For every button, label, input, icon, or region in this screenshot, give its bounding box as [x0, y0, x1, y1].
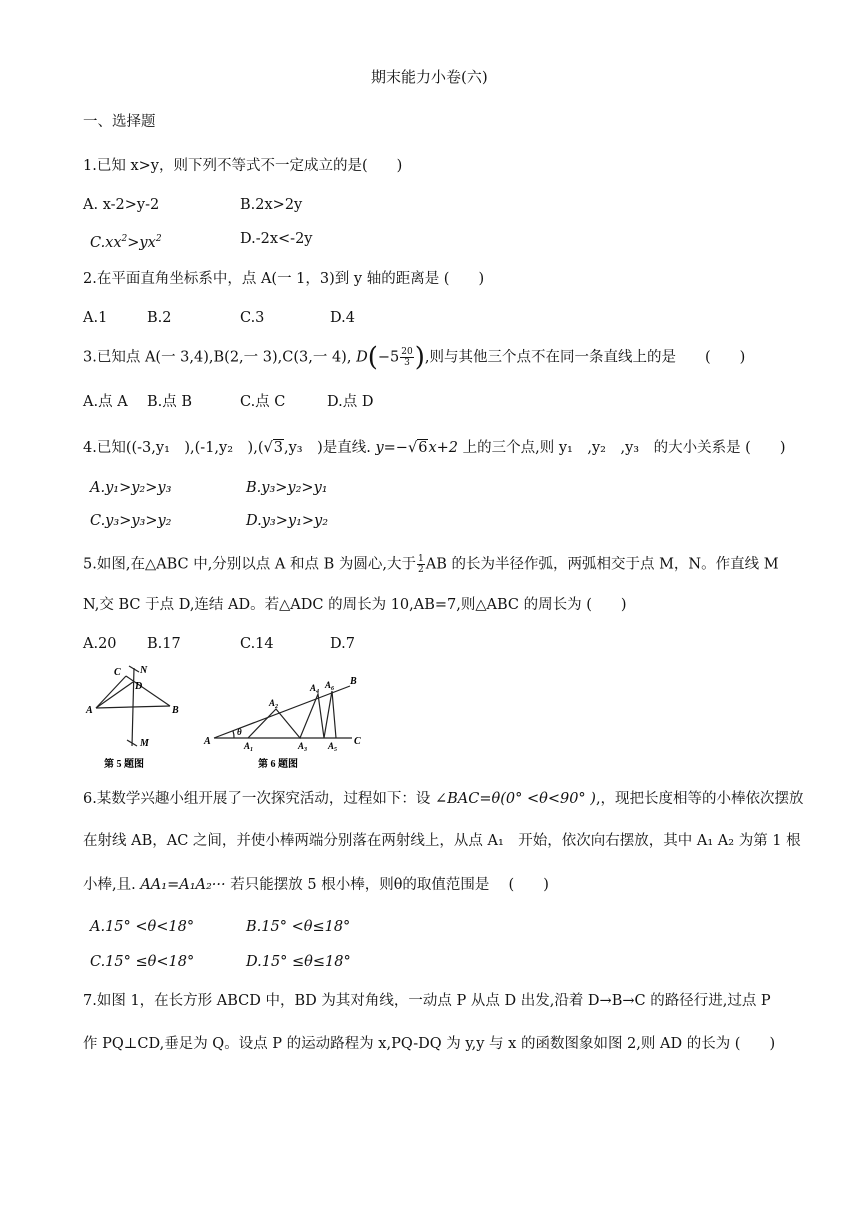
fig6-label-a4: $A_4$: [310, 683, 320, 695]
fig5-label-n: N: [140, 665, 148, 676]
q3-stem: 3.已知点 A(一 3,4),B(2,一 3),C(3,一 4), D(−5 $\frac{20}{3}$ ),则与其他三个点不在同一条直线上的是 ( ): [83, 342, 746, 373]
q6-line3: 小棒,且. AA₁=A₁A₂··· 若只能摆放 5 根小棒，则θ的取值范围是 ( ): [83, 877, 549, 893]
figure-5: [80, 660, 190, 772]
q1-option-d: D.-2x<-2y: [240, 231, 313, 247]
fig6-label-a2: $A_2$: [269, 698, 279, 710]
q2-option-a: A.1: [83, 310, 108, 326]
q1-option-a: A. x-2>y-2: [83, 197, 160, 213]
q4-option-a: A.y₁>y₂>y₃: [90, 480, 172, 496]
q1-option-c: $C.xx^2>yx^2$: [90, 234, 162, 251]
q3-option-c: C.点 C: [240, 394, 286, 410]
q3-option-a: A.点 A: [83, 394, 128, 410]
section-heading: 一、选择题: [83, 114, 156, 130]
fig6-caption: 第 6 题图: [258, 759, 298, 770]
fig6-label-b: B: [350, 676, 357, 687]
fig5-label-a: A: [86, 705, 93, 716]
fig6-label-a6: $A_6$: [325, 680, 335, 692]
q6-line2: 在射线 AB，AC 之间，并使小棒两端分别落在两射线上，从点 A₁ 开始，依次向右摆放，其中 A₁ A₂ 为第 1 根: [83, 833, 801, 849]
fig5-label-d: D: [135, 681, 143, 692]
fig6-angle-arc: [233, 731, 234, 738]
q5-option-b: B.17: [147, 636, 181, 652]
fig5-side-ac: [96, 676, 126, 708]
fig5-label-c: C: [114, 667, 121, 678]
fig5-caption: 第 5 题图: [104, 759, 144, 770]
q6-line1: 6.某数学兴趣小组开展了一次探究活动，过程如下：设 ∠BAC=θ(0° <θ<90° ),，现把长度相等的小棒依次摆放: [83, 791, 804, 807]
fig6-label-theta: θ: [237, 727, 242, 737]
fig6-label-a1: $A_1$: [244, 741, 254, 753]
q7-line2: 作 PQ⊥CD,垂足为 Q。设点 P 的运动路程为 x,PQ-DQ 为 y,y 与 x 的函数图象如图 2,则 AD 的长为 ( ): [83, 1036, 776, 1052]
fig6-label-a3: $A_3$: [298, 741, 308, 753]
q6-option-b: B.15° <θ≤18°: [246, 919, 351, 935]
page-title: 期末能力小卷(六): [371, 68, 488, 86]
q5-option-a: A.20: [83, 636, 117, 652]
fig5-segment-ad: [96, 682, 133, 708]
q6-option-a: A.15° <θ<18°: [90, 919, 195, 935]
fig6-sticks: [248, 691, 336, 738]
fig5-label-b: B: [172, 705, 179, 716]
q3-option-b: B.点 B: [147, 394, 193, 410]
q3-option-d: D.点 D: [327, 394, 374, 410]
fig6-label-a5: $A_5$: [328, 741, 338, 753]
fig6-label-a: A: [204, 736, 211, 747]
q4-stem: 4.已知((-3,y₁ ),(-1,y₂ ),(√3,y₃ )是直线. y=−√6x+2 上的三个点,则 y₁ ,y₂ ,y₃ 的大小关系是 ( ): [83, 440, 786, 456]
q6-option-c: C.15° ≤θ<18°: [90, 954, 195, 970]
q1-option-b: B.2x>2y: [240, 197, 303, 213]
q5-line2: N,交 BC 于点 D,连结 AD。若△ADC 的周长为 10,AB=7,则△ABC 的周长为 ( ): [83, 597, 627, 613]
figure-6: [200, 670, 370, 772]
fig6-ray-ab: [214, 686, 350, 738]
q2-stem: 2.在平面直角坐标系中，点 A(一 1，3)到 y 轴的距离是 ( ): [83, 271, 485, 287]
q5-option-c: C.14: [240, 636, 274, 652]
q5-option-d: D.7: [330, 636, 355, 652]
q2-option-d: D.4: [330, 310, 355, 326]
fig6-label-c: C: [354, 736, 361, 747]
q5-line1: 5.如图,在△ABC 中,分别以点 A 和点 B 为圆心,大于 $\frac{1}{2}$ AB 的长为半径作弧，两弧相交于点 M，N。作直线 M: [83, 554, 779, 575]
q1-stem: 1.已知 x>y，则下列不等式不一定成立的是( ): [83, 158, 403, 174]
q2-option-b: B.2: [147, 310, 172, 326]
q4-option-d: D.y₃>y₁>y₂: [246, 513, 329, 529]
q6-option-d: D.15° ≤θ≤18°: [246, 954, 351, 970]
q4-option-b: B.y₃>y₂>y₁: [246, 480, 328, 496]
q4-option-c: C.y₃>y₃>y₂: [90, 513, 172, 529]
q7-line1: 7.如图 1，在长方形 ABCD 中，BD 为其对角线，一动点 P 从点 D 出发,沿着 D→B→C 的路径行进,过点 P: [83, 993, 771, 1009]
fig5-label-m: M: [140, 738, 149, 749]
q2-option-c: C.3: [240, 310, 265, 326]
